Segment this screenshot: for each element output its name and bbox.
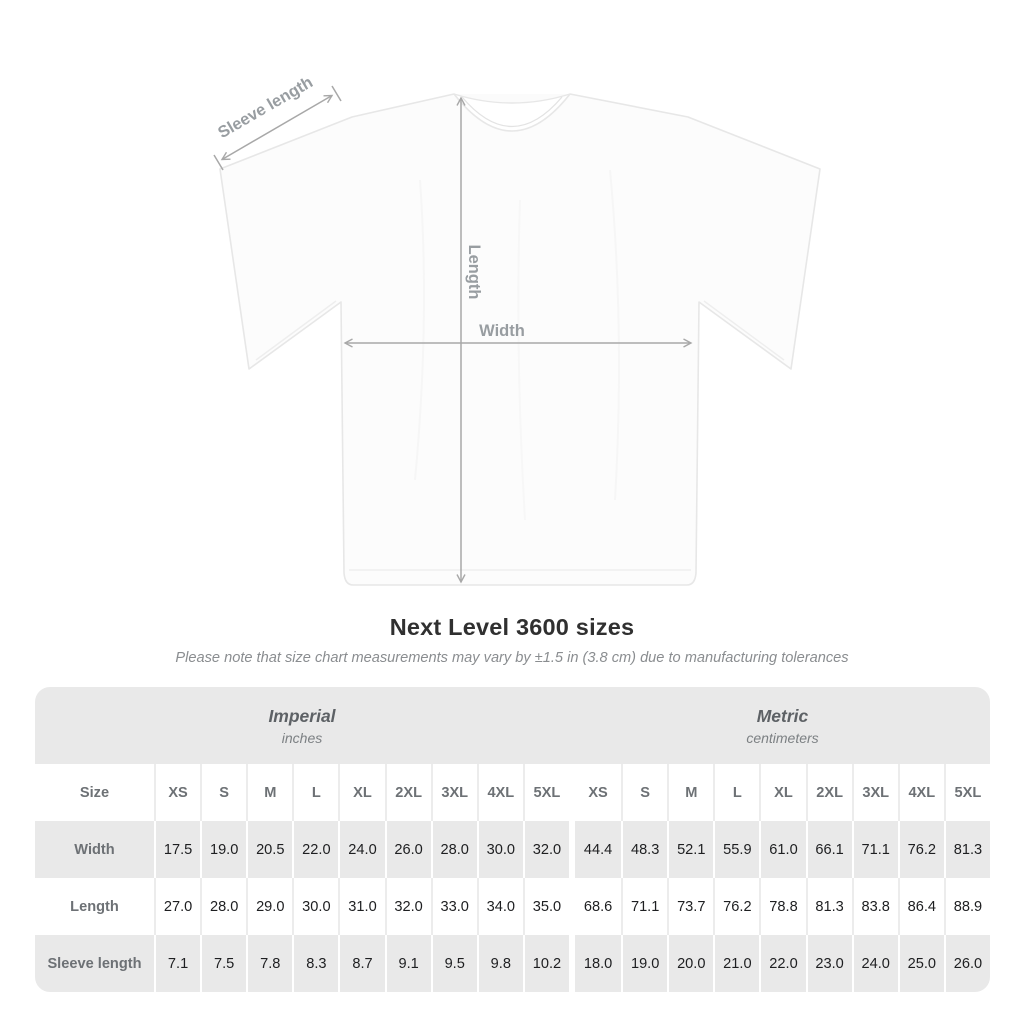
width-label: Width [479, 322, 525, 340]
size-col-header: 3XL [852, 764, 898, 821]
value-cell: 18.0 [583, 955, 613, 972]
value-cell: 7.5 [200, 935, 246, 992]
value-cell: 20.5 [246, 821, 292, 878]
value-cell: 29.0 [246, 878, 292, 935]
unit-header-imperial [35, 687, 569, 764]
size-col-header: 4XL [898, 764, 944, 821]
sleeve-length-label: Sleeve length [214, 73, 317, 143]
value-cell: 19.0 [200, 821, 246, 878]
value-cell: 52.1 [667, 821, 713, 878]
imperial-label: Imperial [268, 705, 336, 726]
value-cell: 27.0 [154, 878, 200, 935]
size-col-header: 3XL [431, 764, 477, 821]
value-cell: 66.1 [806, 821, 852, 878]
value-cell: 48.3 [621, 821, 667, 878]
size-col-header: 2XL [385, 764, 431, 821]
page-title: Next Level 3600 sizes [389, 614, 635, 640]
size-col-header: XS [154, 764, 200, 821]
size-header-row [35, 764, 990, 821]
value-cell: 8.7 [338, 935, 384, 992]
size-col-header: S [621, 764, 667, 821]
unit-header-row [35, 687, 990, 764]
value-cell: 32.0 [523, 821, 569, 878]
value-cell: 10.2 [523, 935, 569, 992]
metric-label: Metric [756, 705, 809, 726]
length-label: Length [465, 244, 483, 300]
value-cell: 26.0 [944, 935, 990, 992]
value-cell: 28.0 [200, 878, 246, 935]
size-col-header: L [713, 764, 759, 821]
value-cell: 22.0 [292, 821, 338, 878]
value-cell: 19.0 [621, 935, 667, 992]
row-label: Sleeve length [47, 955, 142, 972]
row-label: Length [70, 898, 119, 915]
size-col-header: 5XL [944, 764, 990, 821]
row-label: Width [74, 841, 115, 858]
table-row-sleeve-length [35, 935, 990, 992]
value-cell: 32.0 [385, 878, 431, 935]
size-col-header: XL [759, 764, 805, 821]
tolerance-note: Please note that size chart measurements may vary by ±1.5 in (3.8 cm) due to manufacturing tolerances [175, 650, 849, 666]
value-cell: 21.0 [713, 935, 759, 992]
value-cell: 31.0 [338, 878, 384, 935]
size-col-header: S [200, 764, 246, 821]
unit-header-metric [575, 687, 990, 764]
value-cell: 35.0 [523, 878, 569, 935]
table-row-width [35, 821, 990, 878]
size-header: Size [79, 784, 110, 801]
value-cell: 55.9 [713, 821, 759, 878]
value-cell: 20.0 [667, 935, 713, 992]
size-col-header: M [246, 764, 292, 821]
value-cell: 76.2 [713, 878, 759, 935]
value-cell: 24.0 [338, 821, 384, 878]
size-col-header: M [667, 764, 713, 821]
value-cell: 25.0 [898, 935, 944, 992]
imperial-sublabel: inches [281, 729, 323, 746]
value-cell: 44.4 [583, 841, 613, 858]
size-col-header: 4XL [477, 764, 523, 821]
collar-back [454, 94, 570, 103]
value-cell: 86.4 [898, 878, 944, 935]
value-cell: 81.3 [944, 821, 990, 878]
value-cell: 81.3 [806, 878, 852, 935]
value-cell: 88.9 [944, 878, 990, 935]
value-cell: 30.0 [477, 821, 523, 878]
value-cell: 23.0 [806, 935, 852, 992]
value-cell: 76.2 [898, 821, 944, 878]
value-cell: 34.0 [477, 878, 523, 935]
value-cell: 30.0 [292, 878, 338, 935]
value-cell: 17.5 [154, 821, 200, 878]
value-cell: 68.6 [583, 898, 613, 915]
value-cell: 9.8 [477, 935, 523, 992]
value-cell: 9.1 [385, 935, 431, 992]
value-cell: 71.1 [852, 821, 898, 878]
value-cell: 33.0 [431, 878, 477, 935]
size-col-header: L [292, 764, 338, 821]
value-cell: 78.8 [759, 878, 805, 935]
value-cell: 71.1 [621, 878, 667, 935]
size-col-header: 2XL [806, 764, 852, 821]
size-col-header: 5XL [523, 764, 569, 821]
value-cell: 7.8 [246, 935, 292, 992]
value-cell: 73.7 [667, 878, 713, 935]
value-cell: 83.8 [852, 878, 898, 935]
title-block [0, 614, 1024, 666]
metric-sublabel: centimeters [746, 729, 819, 746]
size-table [35, 687, 990, 992]
size-col-header: XS [588, 784, 608, 801]
value-cell: 26.0 [385, 821, 431, 878]
value-cell: 9.5 [431, 935, 477, 992]
value-cell: 8.3 [292, 935, 338, 992]
value-cell: 61.0 [759, 821, 805, 878]
size-col-header: XL [338, 764, 384, 821]
value-cell: 28.0 [431, 821, 477, 878]
value-cell: 24.0 [852, 935, 898, 992]
table-row-length [35, 878, 990, 935]
value-cell: 7.1 [154, 935, 200, 992]
value-cell: 22.0 [759, 935, 805, 992]
